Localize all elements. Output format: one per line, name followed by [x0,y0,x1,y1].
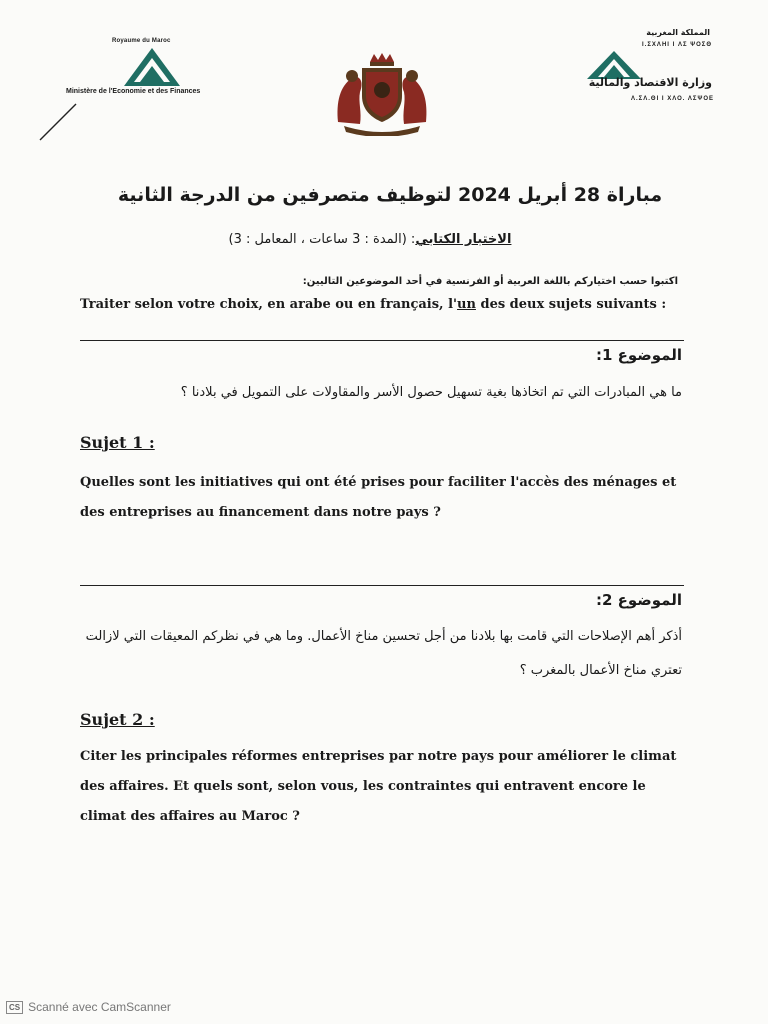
instruction-french-underlined: un [457,297,476,312]
test-label: الاختبار الكتابي [415,232,512,247]
exam-title: مباراة 28 أبريل 2024 لتوظيف متصرفين من الدرجة الثانية [117,184,663,206]
scanner-watermark-text: Scanné avec CamScanner [28,1000,171,1014]
separator-line [80,340,684,341]
instruction-french-part2: des deux sujets suivants : [475,297,667,312]
topic-1-question-french: Quelles sont les initiatives qui ont été prises pour faciliter l'accès des ménages et des entreprises au financement dans notre pays ? [80,475,677,520]
camscanner-icon: CS [6,1001,23,1014]
logo-tifinagh-line-2: Λ.ΣΛ.ΘΙ I ΧΛΟ. ΛΣΨΟΕ [630,96,714,102]
topic-1-heading-arabic: الموضوع 1: [595,346,682,364]
instruction-arabic: اكتبوا حسب اختياركم باللغة العربية أو الفرنسية في أحد الموضوعين التاليين: [302,276,678,287]
logo-kingdom-text: Royaume du Maroc [112,38,171,44]
test-details: : (المدة : 3 ساعات ، المعامل : 3) [228,232,416,247]
logo-ministry-arabic: وزارة الاقتصاد والمالية [588,76,712,89]
ministry-pyramid-icon [122,46,182,88]
topic-1-heading-french: Sujet 1 : [80,433,155,452]
test-info [160,232,580,247]
instruction-french-part1: Traiter selon votre choix, en arabe ou en français, l' [80,297,458,312]
ministry-logo-left [62,38,242,108]
separator-line [80,585,684,586]
topic-2-question-french: Citer les principales réformes entreprises par notre pays pour améliorer le climat des affaires. Et quels sont, selon vous, les contraintes qui entravent encore le climat des affaires au Maroc ? [80,749,677,824]
topic-2-question-arabic: أذكر أهم الإصلاحات التي قامت بها بلادنا من أجل تحسين مناخ الأعمال. وما هي في نظركم المعيقات التي لازالت تعتري مناخ الأعمال بالمغرب ؟ [85,629,682,678]
logo-tifinagh-line: I.ΣΧΛΗΙ I ΛΣ ΨΟΣΘ [642,42,712,48]
coat-of-arms-emblem [330,52,434,136]
logo-ministry-text: Ministère de l'Economie et des Finances [66,88,201,95]
topic-2-heading-arabic: الموضوع 2: [595,591,682,609]
pen-stroke-mark [38,98,78,142]
topic-1-question-arabic: ما هي المبادرات التي تم اتخاذها بغية تسهيل حصول الأسر والمقاولات على التمويل في بلادنا ؟ [180,385,682,400]
topic-2-heading-french: Sujet 2 : [80,710,155,729]
ministry-logo-right [546,28,716,118]
scanner-watermark [6,1000,171,1014]
logo-kingdom-arabic: المملكة المغربية [646,28,710,37]
instruction-french [80,297,700,312]
